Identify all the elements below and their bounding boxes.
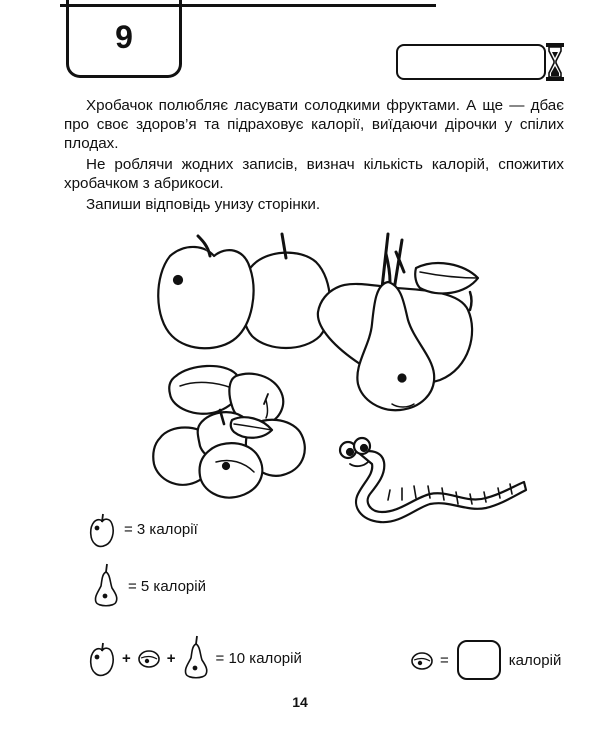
plus-sign: +: [166, 649, 176, 667]
paragraph-instruction: Запиши відповідь унизу сторінки.: [86, 196, 321, 213]
legend-sum: [88, 634, 302, 682]
apple-icon: [88, 510, 116, 548]
pear-icon: [182, 634, 210, 682]
pear-icon: [92, 562, 120, 610]
answer-input-box[interactable]: [457, 640, 501, 680]
answer-equals: =: [440, 651, 449, 669]
sum-calories: = 10 калорій: [215, 649, 302, 667]
paragraph-intro: Хробачок полюбляє ласувати солодкими фруктами. А ще — дбає про своє здоров’я та підраховує калорії, виїдаючи дірочки у спілих плодах.: [64, 97, 564, 152]
task-text: [64, 96, 564, 216]
worm-hole-apple: [174, 276, 182, 284]
apricot-icon: [137, 647, 161, 669]
worm-illustration: [330, 428, 530, 528]
worm-body: [356, 451, 526, 522]
hourglass-icon: [545, 42, 565, 82]
answer-row: [410, 640, 561, 680]
timer-box: [396, 44, 546, 80]
page-number: 14: [292, 694, 308, 710]
apple-back: [242, 253, 331, 348]
apple-icon: [88, 639, 116, 677]
worm-hole-pear: [399, 375, 406, 382]
worm-hole-apricot: [223, 463, 229, 469]
legend-pear: [92, 562, 206, 610]
apricot-icon: [410, 649, 434, 671]
legend-apple: [88, 510, 198, 548]
task-number: 9: [115, 19, 133, 55]
task-number-box: [66, 0, 182, 78]
paragraph-question: Не роблячи жодних записів, визнач кількість калорій, спожитих хробачком з абрикоси.: [64, 156, 564, 192]
apple-front: [158, 247, 253, 348]
pear-calories: = 5 калорій: [128, 577, 206, 595]
apple-calories: = 3 калорії: [124, 520, 198, 538]
plus-sign: +: [122, 649, 131, 667]
answer-unit: калорій: [508, 651, 562, 669]
